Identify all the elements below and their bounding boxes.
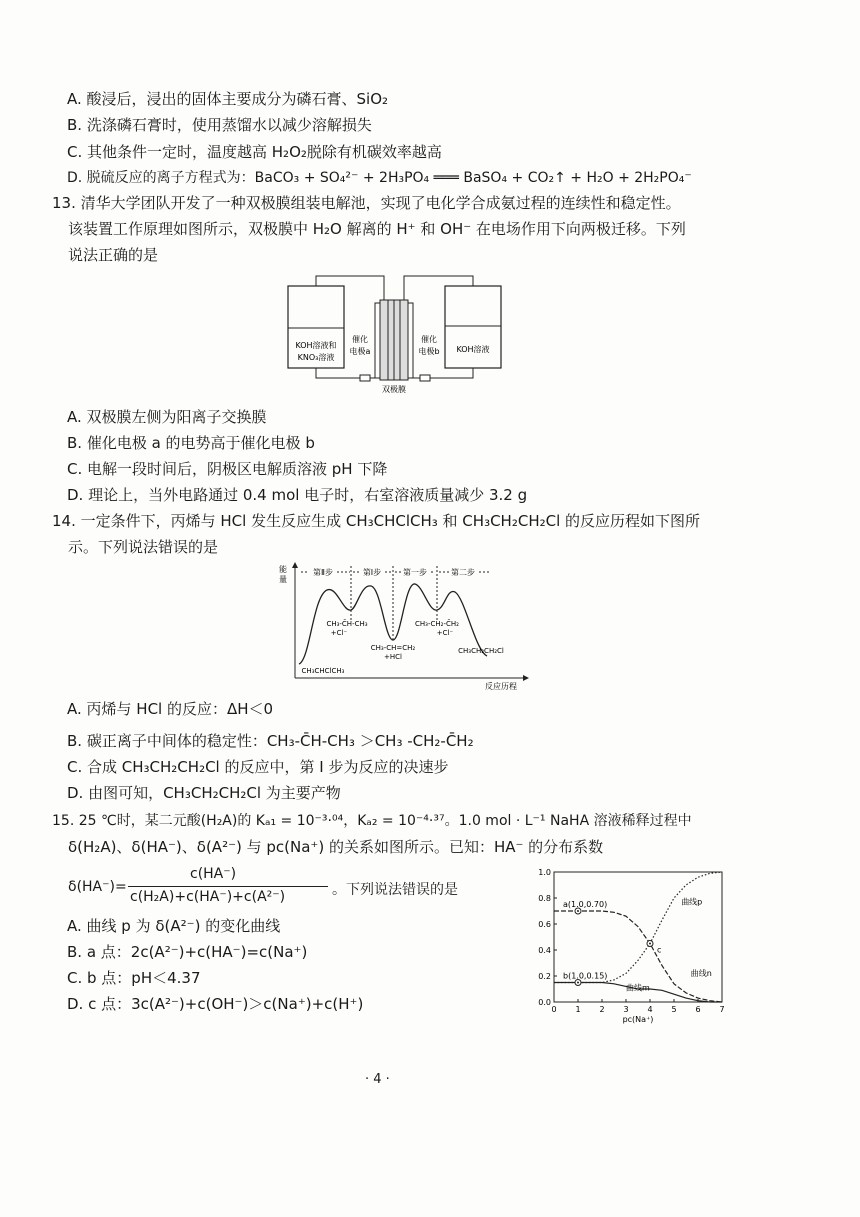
- point-dot: [577, 982, 579, 984]
- x-axis-label: 反应历程: [485, 682, 517, 691]
- series-label: 曲线n: [690, 969, 712, 978]
- electrode-b-label-2: 电极b: [418, 347, 440, 356]
- q15-stem-line1: 15. 25 ℃时，某二元酸(H₂A)的 Kₐ₁ = 10⁻³·⁰⁴，Kₐ₂ = 10⁻⁴·³⁷。1.0 mol · L⁻¹ NaHA 溶液稀释过程中: [52, 813, 692, 829]
- distribution-chart: [528, 862, 734, 1030]
- y-tick-label: 1.0: [538, 868, 551, 877]
- point-label: a(1.0,0.70): [563, 900, 608, 909]
- q13-option-b: B. 催化电极 a 的电势高于催化电极 b: [67, 434, 315, 452]
- step-II-label: 第Ⅱ步: [313, 568, 333, 577]
- q12-option-a: A. 酸浸后，浸出的固体主要成分为磷石膏、SiO₂: [67, 90, 389, 108]
- electrode-a-label-1: 催化: [352, 335, 368, 344]
- x-tick-label: 4: [647, 1005, 653, 1014]
- x-tick-label: 2: [599, 1005, 605, 1014]
- q15-stem-line2: δ(H₂A)、δ(HA⁻)、δ(A²⁻) 与 pc(Na⁺) 的关系如图所示。已知：HA⁻ 的分布系数: [68, 838, 604, 856]
- q15-option-b: B. a 点：2c(A²⁻)+c(HA⁻)=c(Na⁺): [67, 943, 308, 961]
- q14-stem-line1: 14. 一定条件下，丙烯与 HCl 发生反应生成 CH₃CHClCH₃ 和 CH₃CH₂CH₂Cl 的反应历程如下图所: [52, 512, 701, 530]
- y-tick-label: 0.6: [538, 920, 551, 929]
- q13-option-d: D. 理论上，当外电路通过 0.4 mol 电子时，右室溶液质量减少 3.2 g: [67, 486, 528, 504]
- q13-option-a: A. 双极膜左侧为阳离子交换膜: [67, 408, 267, 426]
- electrode-b-label-1: 催化: [421, 335, 437, 344]
- series-label: 曲线p: [681, 897, 703, 907]
- left-tank-label-2: KNO₃溶液: [297, 353, 335, 362]
- energy-profile-figure: [265, 560, 535, 692]
- step-two-label: 第二步: [451, 568, 475, 577]
- x-tick-label: 5: [671, 1005, 677, 1014]
- y-tick-label: 0.8: [538, 894, 551, 903]
- x-tick-label: 6: [695, 1005, 701, 1014]
- q13-option-c: C. 电解一段时间后，阴极区电解质溶液 pH 下降: [67, 460, 388, 478]
- x-tick-label: 1: [575, 1005, 581, 1014]
- fraction-bar: [128, 886, 328, 887]
- point-label: b(1.0,0.15): [563, 971, 608, 981]
- x-tick-label: 0: [551, 1005, 557, 1014]
- y-axis-label-1: 能: [279, 565, 287, 574]
- species-mid-2: +HCl: [384, 653, 402, 661]
- y-tick-label: 0.2: [538, 972, 551, 981]
- fraction-tail: 。下列说法错误的是: [332, 882, 458, 898]
- q14-option-c: C. 合成 CH₃CH₂CH₂Cl 的反应中，第 Ⅰ 步为反应的决速步: [67, 758, 449, 776]
- species-left-2: +Cl⁻: [330, 629, 348, 637]
- x-tick-label: 3: [623, 1005, 629, 1014]
- electrolyzer-figure: [280, 268, 510, 398]
- fraction-lhs: δ(HA⁻)=: [68, 879, 127, 895]
- series-line: [554, 872, 722, 983]
- species-right-1: CH₃-CH₂-C̄H₂: [415, 620, 459, 628]
- product-right-label: CH₃CH₂CH₂Cl: [458, 647, 504, 655]
- x-tick-label: 7: [719, 1005, 725, 1014]
- q12-option-c: C. 其他条件一定时，温度越高 H₂O₂脱除有机碳效率越高: [67, 143, 442, 161]
- step-I-label: 第Ⅰ步: [362, 568, 382, 577]
- y-axis-label-2: 量: [279, 575, 287, 584]
- y-tick-label: 0.0: [538, 998, 551, 1007]
- step-one-label: 第一步: [403, 568, 427, 577]
- product-left-label: CH₃CHClCH₃: [301, 667, 345, 675]
- species-right-2: +Cl⁻: [436, 629, 454, 637]
- electrode-a-label-2: 电极a: [349, 347, 371, 356]
- point-dot: [649, 943, 651, 945]
- q13-stem-line1: 13. 清华大学团队开发了一种双极膜组装电解池，实现了电化学合成氨过程的连续性和稳定性。: [52, 194, 681, 212]
- fraction-denominator: c(H₂A)+c(HA⁻)+c(A²⁻): [130, 889, 286, 905]
- q12-option-d: D. 脱硫反应的离子方程式为：BaCO₃ + SO₄²⁻ + 2H₃PO₄ ═══ BaSO₄ + CO₂↑ + H₂O + 2H₂PO₄⁻: [67, 170, 692, 186]
- species-mid-1: CH₃-CH=CH₂: [370, 644, 416, 652]
- species-left-1: CH₃-C̄H-CH₃: [326, 620, 368, 628]
- point-label: c: [657, 945, 662, 955]
- left-tank-label-1: KOH溶液和: [295, 341, 337, 350]
- y-tick-label: 0.4: [538, 946, 551, 955]
- q14-option-a: A. 丙烯与 HCl 的反应：ΔH＜0: [67, 700, 274, 718]
- bipolar-membrane-label: 双极膜: [382, 385, 406, 394]
- q14-option-b: B. 碳正离子中间体的稳定性：CH₃-C̄H-CH₃ ＞CH₃ -CH₂-C̄H₂: [67, 732, 474, 750]
- series-label: 曲线m: [626, 983, 650, 993]
- q15-option-c: C. b 点：pH＜4.37: [67, 969, 201, 987]
- q13-stem-line2: 该装置工作原理如图所示，双极膜中 H₂O 解离的 H⁺ 和 OH⁻ 在电场作用下向两极迁移。下列: [68, 220, 686, 238]
- x-axis-label: pc(Na⁺): [622, 1015, 654, 1024]
- fraction-numerator: c(HA⁻): [190, 866, 237, 882]
- q14-option-d: D. 由图可知，CH₃CH₂CH₂Cl 为主要产物: [67, 784, 341, 802]
- q12-option-b: B. 洗涤磷石膏时，使用蒸馏水以减少溶解损失: [67, 116, 372, 134]
- page-number: · 4 ·: [365, 1072, 390, 1087]
- q14-stem-line2: 示。下列说法错误的是: [68, 538, 219, 556]
- q15-option-d: D. c 点：3c(A²⁻)+c(OH⁻)＞c(Na⁺)+c(H⁺): [67, 995, 364, 1013]
- right-tank-label: KOH溶液: [456, 345, 490, 354]
- q13-stem-line3: 说法正确的是: [68, 246, 159, 264]
- q15-option-a: A. 曲线 p 为 δ(A²⁻) 的变化曲线: [67, 917, 281, 935]
- point-dot: [577, 910, 579, 912]
